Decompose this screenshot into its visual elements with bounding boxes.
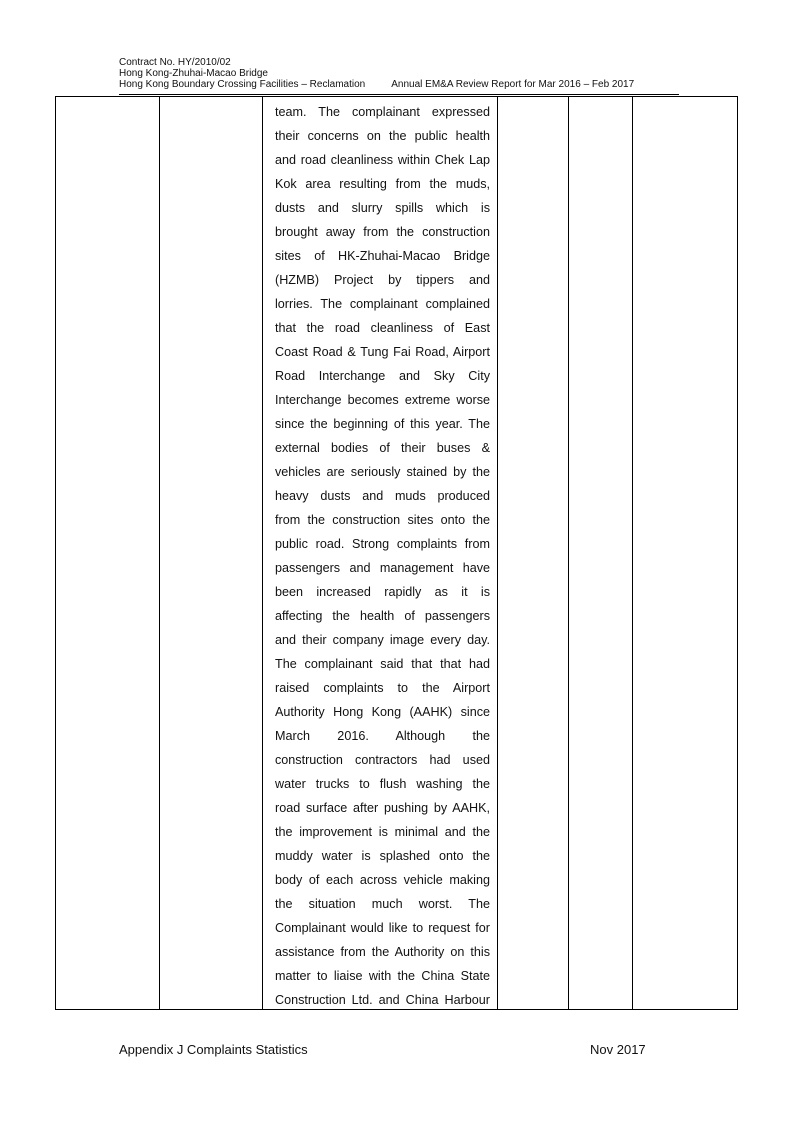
table-column-2 bbox=[160, 97, 263, 1009]
description-line: the situation much worst. The bbox=[275, 897, 490, 911]
description-line: and road cleanliness within Chek Lap bbox=[275, 153, 490, 167]
table-column-4 bbox=[498, 97, 569, 1009]
description-line: their concerns on the public health bbox=[275, 129, 490, 143]
description-line: Authority Hong Kong (AAHK) since bbox=[275, 705, 490, 719]
complaint-description bbox=[263, 97, 497, 1012]
description-line: water trucks to flush washing the bbox=[275, 777, 490, 791]
page-header bbox=[119, 57, 634, 90]
description-line: matter to liaise with the China State bbox=[275, 969, 490, 983]
description-line: lorries. The complainant complained bbox=[275, 297, 490, 311]
description-line: Complainant would like to request for bbox=[275, 921, 490, 935]
description-line: vehicles are seriously stained by the bbox=[275, 465, 490, 479]
description-line: (HZMB) Project by tippers and bbox=[275, 273, 490, 287]
description-line: passengers and management have bbox=[275, 561, 490, 575]
description-line: assistance from the Authority on this bbox=[275, 945, 490, 959]
description-line: sites of HK-Zhuhai-Macao Bridge bbox=[275, 249, 490, 263]
description-line: that the road cleanliness of East bbox=[275, 321, 490, 335]
report-title: Annual EM&A Review Report for Mar 2016 – Feb 2017 bbox=[391, 79, 635, 90]
description-line: Coast Road & Tung Fai Road, Airport bbox=[275, 345, 490, 359]
table-column-5 bbox=[569, 97, 633, 1009]
description-line: Construction Ltd. and China Harbour bbox=[275, 993, 490, 1007]
description-line: raised complaints to the Airport bbox=[275, 681, 490, 695]
description-line: Kok area resulting from the muds, bbox=[275, 177, 490, 191]
description-line: the improvement is minimal and the bbox=[275, 825, 490, 839]
description-line: construction contractors had used bbox=[275, 753, 490, 767]
header-rule bbox=[119, 94, 679, 95]
table-column-1 bbox=[56, 97, 160, 1009]
description-line: team. The complainant expressed bbox=[275, 105, 490, 119]
table-column-6 bbox=[633, 97, 737, 1009]
description-line: external bodies of their buses & bbox=[275, 441, 490, 455]
footer-title: Appendix J Complaints Statistics bbox=[119, 1042, 308, 1057]
description-line: Interchange becomes extreme worse bbox=[275, 393, 490, 407]
description-line: from the construction sites onto the bbox=[275, 513, 490, 527]
description-line: muddy water is splashed onto the bbox=[275, 849, 490, 863]
project-name: Hong Kong-Zhuhai-Macao Bridge bbox=[119, 68, 268, 79]
complaints-table bbox=[55, 96, 738, 1010]
description-line: body of each across vehicle making bbox=[275, 873, 490, 887]
header-line-3 bbox=[119, 79, 634, 90]
description-line: road surface after pushing by AAHK, bbox=[275, 801, 490, 815]
description-line: been increased rapidly as it is bbox=[275, 585, 490, 599]
description-line: affecting the health of passengers bbox=[275, 609, 490, 623]
description-line: heavy dusts and muds produced bbox=[275, 489, 490, 503]
description-line: public road. Strong complaints from bbox=[275, 537, 490, 551]
description-line: brought away from the construction bbox=[275, 225, 490, 239]
facility-name: Hong Kong Boundary Crossing Facilities – Reclamation bbox=[119, 79, 366, 90]
description-line: The complainant said that that had bbox=[275, 657, 490, 671]
description-line: Road Interchange and Sky City bbox=[275, 369, 490, 383]
description-line: since the beginning of this year. The bbox=[275, 417, 490, 431]
description-line: dusts and slurry spills which is bbox=[275, 201, 490, 215]
footer-date: Nov 2017 bbox=[590, 1042, 646, 1057]
description-line: March 2016. Although the bbox=[275, 729, 490, 743]
description-line: and their company image every day. bbox=[275, 633, 490, 647]
table-column-description bbox=[263, 97, 498, 1009]
contract-number: Contract No. HY/2010/02 bbox=[119, 57, 231, 68]
